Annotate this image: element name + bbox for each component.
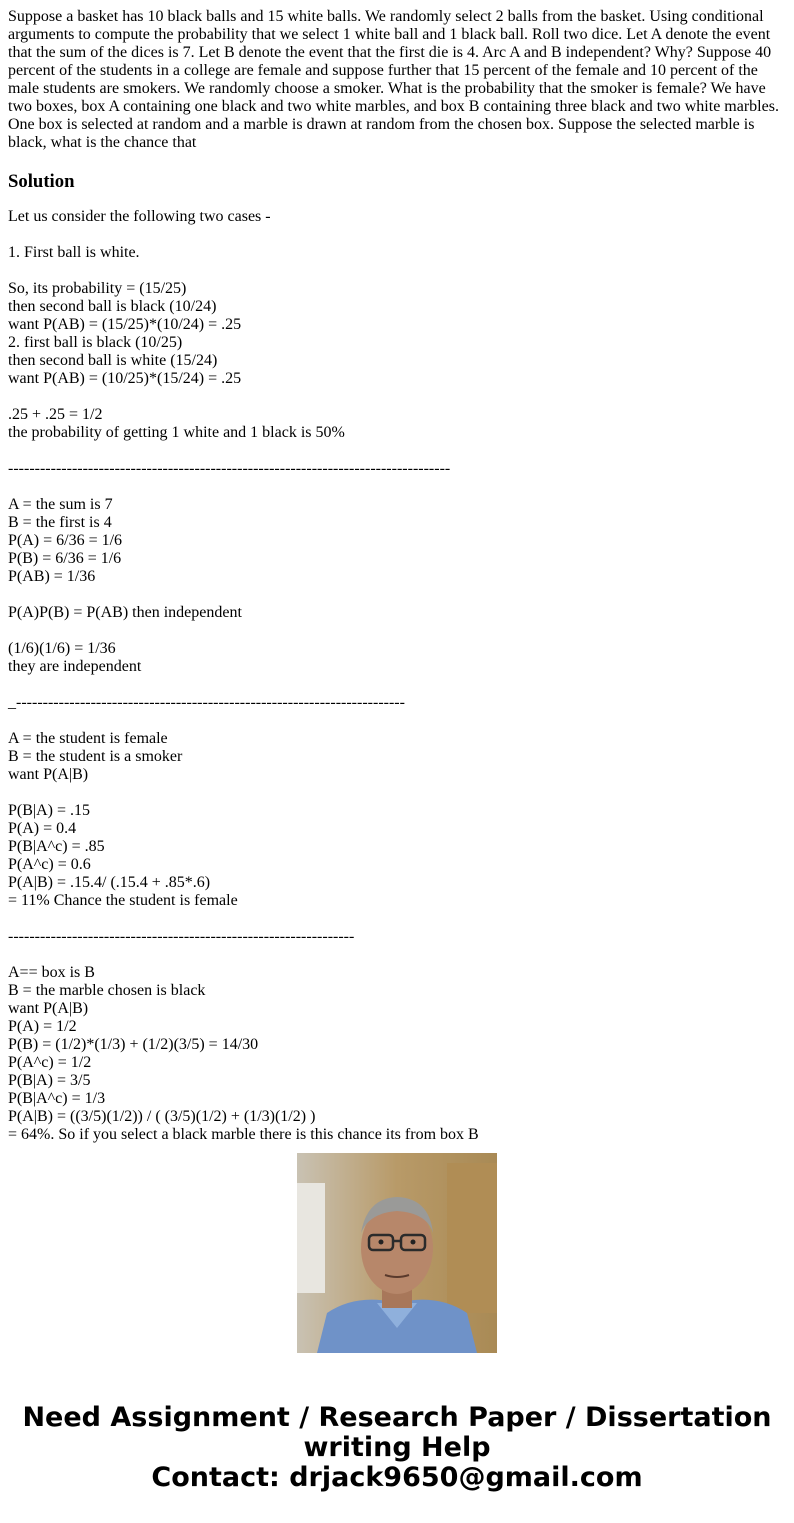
solution-line <box>8 910 786 928</box>
solution-line <box>8 262 786 280</box>
solution-line: P(B) = (1/2)*(1/3) + (1/2)(3/5) = 14/30 <box>8 1036 259 1053</box>
solution-line: P(B|A) = .15 <box>8 802 91 819</box>
solution-line <box>8 676 786 694</box>
author-avatar <box>297 1153 497 1353</box>
author-photo-icon <box>297 1153 497 1353</box>
solution-line: they are independent <box>8 658 142 675</box>
solution-line: want P(AB) = (15/25)*(10/24) = .25 <box>8 316 242 333</box>
solution-line: B = the student is a smoker <box>8 748 183 765</box>
solution-heading: Solution <box>8 171 75 192</box>
footer-line-1: Need Assignment / Research Paper / Dissertation <box>22 1402 772 1433</box>
solution-line <box>8 442 786 460</box>
solution-line: want P(A|B) <box>8 766 89 783</box>
footer-line-2: writing Help <box>303 1432 491 1463</box>
solution-line: then second ball is white (15/24) <box>8 352 218 369</box>
solution-line: 1. First ball is white. <box>8 244 140 261</box>
solution-line: ----------------------------------------------------------------- <box>8 928 355 945</box>
solution-line <box>8 478 786 496</box>
footer-contact <box>0 1403 794 1493</box>
solution-line: P(A|B) = ((3/5)(1/2)) / ( (3/5)(1/2) + (1/3)(1/2) ) <box>8 1108 316 1125</box>
solution-line: = 64%. So if you select a black marble there is this chance its from box B <box>8 1126 479 1143</box>
solution-line: P(A)P(B) = P(AB) then independent <box>8 604 242 621</box>
solution-line: = 11% Chance the student is female <box>8 892 238 909</box>
solution-line <box>8 226 786 244</box>
solution-line: P(B|A^c) = 1/3 <box>8 1090 106 1107</box>
footer-line-3: Contact: drjack9650@gmail.com <box>151 1462 643 1493</box>
solution-line <box>8 586 786 604</box>
solution-line: P(A^c) = 1/2 <box>8 1054 92 1071</box>
solution-line: P(A) = 1/2 <box>8 1018 77 1035</box>
solution-line: .25 + .25 = 1/2 <box>8 406 103 423</box>
solution-line: P(A) = 0.4 <box>8 820 77 837</box>
solution-line <box>8 388 786 406</box>
question-text: Suppose a basket has 10 black balls and 15 white balls. We randomly select 2 balls from the basket. Using conditional arguments to compute the probability that we select 1 white ball and 1 black ball. Roll two dice. Let A denote the event that the sum of the dices is 7. Let B denote the event that the first die is 4. Arc A and B independent? Why? Suppose 40 percent of the students in a college are female and suppose further that 15 percent of the female and 10 percent of the male students are smokers. We randomly choose a smoker. What is the probability that the smoker is female? We have two boxes, box A containing one black and two white marbles, and box B containing three black and two white marbles. One box is selected at random and a marble is drawn at random from the chosen box. Suppose the selected marble is black, what is the chance that <box>8 8 779 151</box>
solution-line: 2. first ball is black (10/25) <box>8 334 183 351</box>
solution-line: then second ball is black (10/24) <box>8 298 217 315</box>
solution-line: So, its probability = (15/25) <box>8 280 187 297</box>
solution-line <box>8 946 786 964</box>
solution-line: ----------------------------------------------------------------------------------- <box>8 460 451 477</box>
solution-body <box>8 208 786 1143</box>
solution-line <box>8 784 786 802</box>
solution-line: P(AB) = 1/36 <box>8 568 96 585</box>
solution-line: want P(A|B) <box>8 1000 89 1017</box>
solution-line: A = the sum is 7 <box>8 496 113 513</box>
solution-line: the probability of getting 1 white and 1 black is 50% <box>8 424 345 441</box>
solution-line: Let us consider the following two cases - <box>8 208 271 225</box>
solution-line <box>8 712 786 730</box>
solution-line: (1/6)(1/6) = 1/36 <box>8 640 116 657</box>
solution-line: P(A) = 6/36 = 1/6 <box>8 532 123 549</box>
solution-line: B = the marble chosen is black <box>8 982 206 999</box>
solution-line: A = the student is female <box>8 730 168 747</box>
solution-line: P(B|A^c) = .85 <box>8 838 105 855</box>
solution-line: P(A|B) = .15.4/ (.15.4 + .85*.6) <box>8 874 211 891</box>
solution-line: _------------------------------------------------------------------------- <box>8 694 405 711</box>
solution-line: B = the first is 4 <box>8 514 112 531</box>
solution-line <box>8 622 786 640</box>
solution-line: P(A^c) = 0.6 <box>8 856 91 873</box>
solution-line: P(B) = 6/36 = 1/6 <box>8 550 122 567</box>
solution-line: want P(AB) = (10/25)*(15/24) = .25 <box>8 370 242 387</box>
solution-line: A== box is B <box>8 964 95 981</box>
solution-line: P(B|A) = 3/5 <box>8 1072 91 1089</box>
